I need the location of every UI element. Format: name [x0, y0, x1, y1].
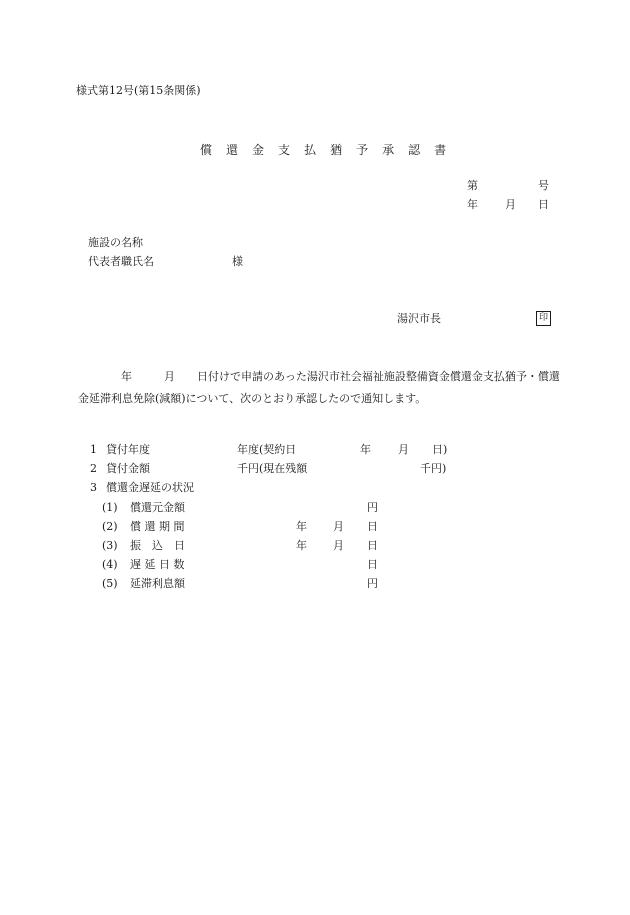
subitem-label: 償還元金額	[130, 501, 185, 514]
item-value: 千円(現在残額	[237, 462, 308, 475]
document-title	[200, 144, 460, 156]
subitem-unit: 日	[367, 558, 378, 571]
body-year: 年	[121, 370, 132, 383]
title-char: 承	[382, 143, 395, 157]
title-char: 猶	[330, 143, 343, 157]
date-month: 月	[505, 198, 516, 211]
subitem-number: (4)	[102, 558, 118, 571]
item-year: 年	[360, 443, 371, 456]
form-label: 様式第12号(第15条関係)	[76, 84, 201, 97]
issuer-name: 湯沢市長	[397, 312, 441, 325]
subitem-month: 月	[333, 520, 344, 533]
title-char: 償	[200, 143, 213, 157]
date-year: 年	[467, 198, 478, 211]
item-label: 貸付金額	[106, 462, 150, 475]
title-char: 払	[304, 143, 317, 157]
subitem-month: 月	[333, 539, 344, 552]
seal-stamp: 印	[536, 311, 551, 326]
subitem-label: 延滞利息額	[130, 577, 185, 590]
body-text: 日付けで申請のあった湯沢市社会福祉施設整備資金償還金支払猶予・償還金延滞利息免除(減額)について、次のとおり承認したので通知します。	[78, 370, 560, 405]
body-month: 月	[164, 370, 175, 383]
item-number: 3	[90, 481, 97, 494]
item-month: 月	[398, 443, 409, 456]
item-remaining-unit: 千円)	[420, 462, 447, 475]
subitem-number: (5)	[102, 577, 118, 590]
doc-number-prefix: 第	[467, 179, 478, 192]
title-char: 支	[278, 143, 291, 157]
subitem-label: 振 込 日	[130, 539, 185, 552]
subitem-day: 日	[367, 539, 378, 552]
item-number: 1	[90, 443, 97, 456]
subitem-unit: 円	[367, 501, 378, 514]
title-char: 金	[252, 143, 265, 157]
item-value: 年度(契約日	[237, 443, 297, 456]
title-char: 書	[434, 143, 447, 157]
subitem-number: (3)	[102, 539, 118, 552]
subitem-year: 年	[296, 520, 307, 533]
subitem-year: 年	[296, 539, 307, 552]
subitem-label: 遅 延 日 数	[130, 558, 185, 571]
item-label: 償還金遅延の状況	[106, 481, 194, 494]
subitem-unit: 円	[367, 577, 378, 590]
item-number: 2	[90, 462, 97, 475]
item-label: 貸付年度	[106, 443, 150, 456]
date-day: 日	[538, 198, 549, 211]
item-day: 日)	[432, 443, 448, 456]
title-char: 認	[408, 143, 421, 157]
title-char: 還	[226, 143, 239, 157]
title-char: 予	[356, 143, 369, 157]
subitem-number: (2)	[102, 520, 118, 533]
doc-number-suffix: 号	[538, 179, 549, 192]
facility-name-label: 施設の名称	[88, 236, 143, 249]
subitem-day: 日	[367, 520, 378, 533]
notice-paragraph	[78, 366, 560, 410]
subitem-number: (1)	[102, 501, 118, 514]
subitem-label: 償 還 期 間	[130, 520, 185, 533]
representative-label: 代表者職氏名	[88, 255, 154, 268]
honorific: 様	[232, 255, 243, 268]
